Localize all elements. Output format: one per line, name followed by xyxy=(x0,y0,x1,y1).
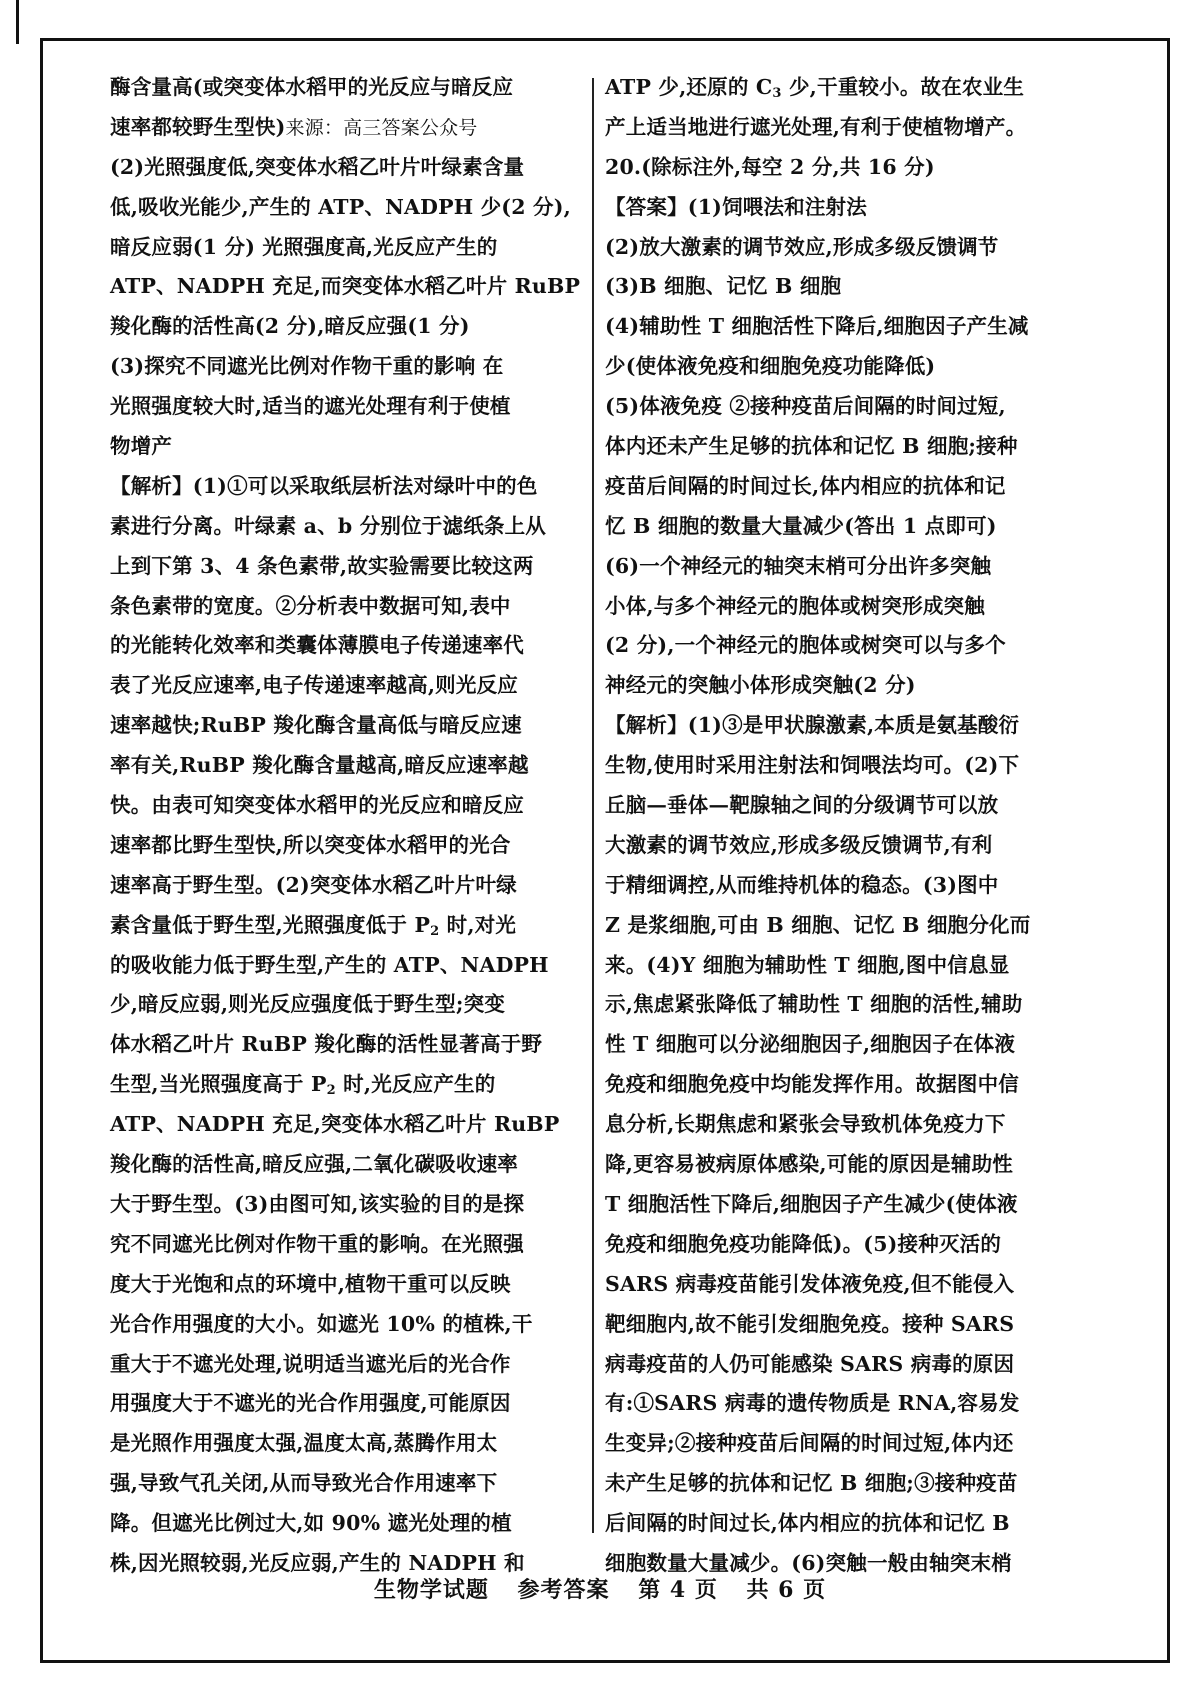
right-line-13 xyxy=(605,547,1085,587)
right-line-27-text: 息分析,长期焦虑和紧张会导致机体免疫力下 xyxy=(605,1112,1006,1137)
right-line-4-text: 【答案】(1)饲喂法和注射法 xyxy=(605,194,867,219)
right-line-1 xyxy=(605,68,1085,108)
left-line-1 xyxy=(110,68,590,108)
left-line-17-text: 速率越快;RuBP 羧化酶含量高低与暗反应速 xyxy=(110,713,522,738)
right-column xyxy=(605,68,1085,1584)
right-line-25-text: 性 T 细胞可以分泌细胞因子,细胞因子在体液 xyxy=(605,1032,1016,1057)
left-line-31-text: 度大于光饱和点的环境中,植物干重可以反映 xyxy=(110,1271,511,1296)
right-line-2 xyxy=(605,108,1085,148)
right-line-16 xyxy=(605,666,1085,706)
right-line-1-tail: 少,干重较小。故在农业生 xyxy=(781,75,1025,99)
right-line-33 xyxy=(605,1345,1085,1385)
right-line-21-text: 于精细调控,从而维持机体的稳态。(3)图中 xyxy=(605,872,999,897)
left-line-21-text: 速率高于野生型。(2)突变体水稻乙叶片叶绿 xyxy=(110,872,517,897)
left-line-33-text: 重大于不遮光处理,说明适当遮光后的光合作 xyxy=(110,1351,511,1376)
left-line-8 xyxy=(110,347,590,387)
right-line-32 xyxy=(605,1305,1085,1345)
right-line-34-text: 有:①SARS 病毒的遗传物质是 RNA,容易发 xyxy=(605,1391,1020,1416)
left-line-16-text: 表了光反应速率,电子传递速率越高,则光反应 xyxy=(110,673,518,698)
right-line-29 xyxy=(605,1185,1085,1225)
left-column xyxy=(110,68,590,1584)
right-line-31 xyxy=(605,1265,1085,1305)
left-line-6 xyxy=(110,267,590,307)
left-line-5-text: 暗反应弱(1 分) 光照强度高,光反应产生的 xyxy=(110,234,498,259)
right-line-24-text: 示,焦虑紧张降低了辅助性 T 细胞的活性,辅助 xyxy=(605,992,1023,1017)
left-line-7 xyxy=(110,307,590,347)
right-line-15-text: (2 分),一个神经元的胞体或树突可以与多个 xyxy=(605,633,1006,658)
left-line-5 xyxy=(110,228,590,268)
right-line-3 xyxy=(605,148,1085,188)
right-line-30 xyxy=(605,1225,1085,1265)
right-line-6-text: (3)B 细胞、记忆 B 细胞 xyxy=(605,274,842,299)
right-line-28 xyxy=(605,1145,1085,1185)
left-line-30-text: 究不同遮光比例对作物干重的影响。在光照强 xyxy=(110,1231,524,1256)
right-line-6 xyxy=(605,267,1085,307)
left-line-13-text: 上到下第 3、4 条色素带,故实验需要比较这两 xyxy=(110,553,534,578)
right-line-21 xyxy=(605,866,1085,906)
left-line-19 xyxy=(110,786,590,826)
left-line-13 xyxy=(110,547,590,587)
left-line-1-text: 酶含量高(或突变体水稻甲的光反应与暗反应 xyxy=(110,75,514,99)
column-divider xyxy=(592,78,594,1533)
left-line-6-text: ATP、NADPH 充足,而突变体水稻乙叶片 RuBP xyxy=(110,274,581,299)
subscript: 2 xyxy=(326,1083,336,1099)
left-line-15-text: 的光能转化效率和类囊体薄膜电子传递速率代 xyxy=(110,633,524,658)
left-line-24-text: 少,暗反应弱,则光反应强度低于野生型;突变 xyxy=(110,992,506,1017)
left-line-14-text: 条色素带的宽度。②分析表中数据可知,表中 xyxy=(110,593,511,618)
right-line-17-text: 【解析】(1)③是甲状腺激素,本质是氨基酸衍 xyxy=(605,713,1020,738)
left-line-24 xyxy=(110,985,590,1025)
left-line-12-text: 素进行分离。叶绿素 a、b 分别位于滤纸条上从 xyxy=(110,513,546,538)
left-line-28 xyxy=(110,1145,590,1185)
left-line-26-text: 生型,当光照强度高于 P xyxy=(110,1072,327,1097)
right-line-31-text: SARS 病毒疫苗能引发体液免疫,但不能侵入 xyxy=(605,1271,1015,1296)
right-line-18 xyxy=(605,746,1085,786)
right-line-11-text: 疫苗后间隔的时间过长,体内相应的抗体和记 xyxy=(605,473,1006,498)
right-line-23-text: 来。(4)Y 细胞为辅助性 T 细胞,图中信息显 xyxy=(605,952,1010,977)
right-line-37 xyxy=(605,1504,1085,1544)
right-line-11 xyxy=(605,467,1085,507)
right-line-7 xyxy=(605,307,1085,347)
right-line-38-text: 细胞数量大量减少。(6)突触一般由轴突末梢 xyxy=(605,1550,1012,1575)
right-line-14 xyxy=(605,587,1085,627)
right-line-3-text: 20.(除标注外,每空 2 分,共 16 分) xyxy=(605,154,935,179)
left-line-4 xyxy=(110,188,590,228)
left-line-12 xyxy=(110,507,590,547)
footer-page: 第 4 页 xyxy=(638,1577,718,1603)
footer-total: 共 6 页 xyxy=(746,1577,827,1603)
left-line-29-text: 大于野生型。(3)由图可知,该实验的目的是探 xyxy=(110,1191,525,1216)
right-line-14-text: 小体,与多个神经元的胞体或树突形成突触 xyxy=(605,593,985,618)
left-line-32 xyxy=(110,1305,590,1345)
left-line-16 xyxy=(110,666,590,706)
right-line-36-text: 未产生足够的抗体和记忆 B 细胞;③接种疫苗 xyxy=(605,1471,1018,1496)
left-line-28-text: 羧化酶的活性高,暗反应强,二氧化碳吸收速率 xyxy=(110,1152,518,1177)
left-line-25 xyxy=(110,1025,590,1065)
left-line-25-text: 体水稻乙叶片 RuBP 羧化酶的活性显著高于野 xyxy=(110,1032,543,1057)
footer-subject: 生物学试题 xyxy=(373,1577,489,1603)
right-line-35 xyxy=(605,1424,1085,1464)
left-line-18 xyxy=(110,746,590,786)
left-line-10 xyxy=(110,427,590,467)
subscript: 2 xyxy=(430,923,440,939)
right-line-8-text: 少(使体液免疫和细胞免疫功能降低) xyxy=(605,354,936,379)
left-line-19-text: 快。由表可知突变体水稻甲的光反应和暗反应 xyxy=(110,793,524,818)
right-line-16-text: 神经元的突触小体形成突触(2 分) xyxy=(605,673,916,698)
left-line-7-text: 羧化酶的活性高(2 分),暗反应强(1 分) xyxy=(110,314,470,339)
left-line-38-text: 株,因光照较弱,光反应弱,产生的 NADPH 和 xyxy=(110,1550,525,1575)
left-line-18-text: 率有关,RuBP 羧化酶含量越高,暗反应速率越 xyxy=(110,753,529,778)
left-line-37 xyxy=(110,1504,590,1544)
right-line-19-text: 丘脑—垂体—靶腺轴之间的分级调节可以放 xyxy=(605,793,999,818)
left-line-27-text: ATP、NADPH 充足,突变体水稻乙叶片 RuBP xyxy=(110,1112,560,1137)
left-line-33 xyxy=(110,1345,590,1385)
right-line-22-text: Z 是浆细胞,可由 B 细胞、记忆 B 细胞分化而 xyxy=(605,912,1031,937)
left-line-11-text: 【解析】(1)①可以采取纸层析法对绿叶中的色 xyxy=(110,473,538,498)
left-line-26-tail: 时,光反应产生的 xyxy=(335,1072,496,1097)
right-line-20-text: 大激素的调节效应,形成多级反馈调节,有利 xyxy=(605,832,993,857)
right-line-29-text: T 细胞活性下降后,细胞因子产生减少(使体液 xyxy=(605,1191,1018,1216)
right-line-9 xyxy=(605,387,1085,427)
right-line-22 xyxy=(605,906,1085,946)
right-line-5-text: (2)放大激素的调节效应,形成多级反馈调节 xyxy=(605,234,999,259)
left-line-37-text: 降。但遮光比例过大,如 90% 遮光处理的植 xyxy=(110,1511,512,1536)
right-line-5 xyxy=(605,228,1085,268)
page-corner-mark xyxy=(16,0,29,44)
source-note: 来源：高三答案公众号 xyxy=(285,116,478,139)
left-line-9 xyxy=(110,387,590,427)
left-line-10-text: 物增产 xyxy=(110,434,173,459)
left-line-17 xyxy=(110,706,590,746)
right-line-12 xyxy=(605,507,1085,547)
left-line-31 xyxy=(110,1265,590,1305)
left-line-29 xyxy=(110,1185,590,1225)
right-line-8 xyxy=(605,347,1085,387)
left-line-34-text: 用强度大于不遮光的光合作用强度,可能原因 xyxy=(110,1391,511,1416)
right-line-27 xyxy=(605,1105,1085,1145)
page-footer xyxy=(0,1573,1200,1604)
right-line-10-text: 体内还未产生足够的抗体和记忆 B 细胞;接种 xyxy=(605,434,1018,459)
left-line-14 xyxy=(110,587,590,627)
left-line-22 xyxy=(110,906,590,946)
right-line-19 xyxy=(605,786,1085,826)
right-line-23 xyxy=(605,946,1085,986)
left-line-36-text: 强,导致气孔关闭,从而导致光合作用速率下 xyxy=(110,1471,498,1496)
left-line-2-text: 速率都较野生型快) xyxy=(110,114,286,139)
right-line-1-text: ATP 少,还原的 C xyxy=(605,75,773,99)
right-line-37-text: 后间隔的时间过长,体内相应的抗体和记忆 B xyxy=(605,1511,1010,1536)
left-line-3-text: (2)光照强度低,突变体水稻乙叶片叶绿素含量 xyxy=(110,154,525,179)
right-line-9-text: (5)体液免疫 ②接种疫苗后间隔的时间过短, xyxy=(605,394,1006,419)
left-line-30 xyxy=(110,1225,590,1265)
left-line-23 xyxy=(110,946,590,986)
left-line-15 xyxy=(110,626,590,666)
left-line-3 xyxy=(110,148,590,188)
right-line-25 xyxy=(605,1025,1085,1065)
left-line-8-text: (3)探究不同遮光比例对作物干重的影响 在 xyxy=(110,354,504,379)
subscript: 3 xyxy=(772,86,782,101)
right-line-20 xyxy=(605,826,1085,866)
right-line-2-text: 产上适当地进行遮光处理,有利于使植物增产。 xyxy=(605,114,1027,139)
right-line-30-text: 免疫和细胞免疫功能降低)。(5)接种灭活的 xyxy=(605,1231,1002,1256)
right-line-17 xyxy=(605,706,1085,746)
left-line-34 xyxy=(110,1384,590,1424)
right-line-33-text: 病毒疫苗的人仍可能感染 SARS 病毒的原因 xyxy=(605,1351,1015,1376)
left-line-22-text: 素含量低于野生型,光照强度低于 P xyxy=(110,912,431,937)
right-line-7-text: (4)辅助性 T 细胞活性下降后,细胞因子产生减 xyxy=(605,314,1029,339)
right-line-4 xyxy=(605,188,1085,228)
right-line-26-text: 免疫和细胞免疫中均能发挥作用。故据图中信 xyxy=(605,1072,1019,1097)
left-line-32-text: 光合作用强度的大小。如遮光 10% 的植株,干 xyxy=(110,1311,533,1336)
left-line-20-text: 速率都比野生型快,所以突变体水稻甲的光合 xyxy=(110,832,511,857)
left-line-9-text: 光照强度较大时,适当的遮光处理有利于使植 xyxy=(110,394,511,419)
left-line-11 xyxy=(110,467,590,507)
left-line-35-text: 是光照作用强度太强,温度太高,蒸腾作用太 xyxy=(110,1431,498,1456)
right-line-36 xyxy=(605,1464,1085,1504)
right-line-18-text: 生物,使用时采用注射法和饲喂法均可。(2)下 xyxy=(605,753,1020,778)
right-line-26 xyxy=(605,1065,1085,1105)
right-line-15 xyxy=(605,626,1085,666)
footer-label: 参考答案 xyxy=(517,1577,610,1603)
left-line-22-tail: 时,对光 xyxy=(439,912,517,937)
right-line-12-text: 忆 B 细胞的数量大量减少(答出 1 点即可) xyxy=(605,513,997,538)
right-line-24 xyxy=(605,985,1085,1025)
left-line-21 xyxy=(110,866,590,906)
left-line-35 xyxy=(110,1424,590,1464)
right-line-13-text: (6)一个神经元的轴突末梢可分出许多突触 xyxy=(605,553,992,578)
left-line-4-text: 低,吸收光能少,产生的 ATP、NADPH 少(2 分), xyxy=(110,194,571,219)
left-line-26 xyxy=(110,1065,590,1105)
right-line-35-text: 生变异;②接种疫苗后间隔的时间过短,体内还 xyxy=(605,1431,1014,1456)
left-line-23-text: 的吸收能力低于野生型,产生的 ATP、NADPH xyxy=(110,952,549,977)
right-line-34 xyxy=(605,1384,1085,1424)
right-line-28-text: 降,更容易被病原体感染,可能的原因是辅助性 xyxy=(605,1152,1013,1177)
left-line-36 xyxy=(110,1464,590,1504)
left-line-27 xyxy=(110,1105,590,1145)
left-line-2 xyxy=(110,108,590,148)
left-line-20 xyxy=(110,826,590,866)
right-line-10 xyxy=(605,427,1085,467)
right-line-32-text: 靶细胞内,故不能引发细胞免疫。接种 SARS xyxy=(605,1311,1015,1336)
